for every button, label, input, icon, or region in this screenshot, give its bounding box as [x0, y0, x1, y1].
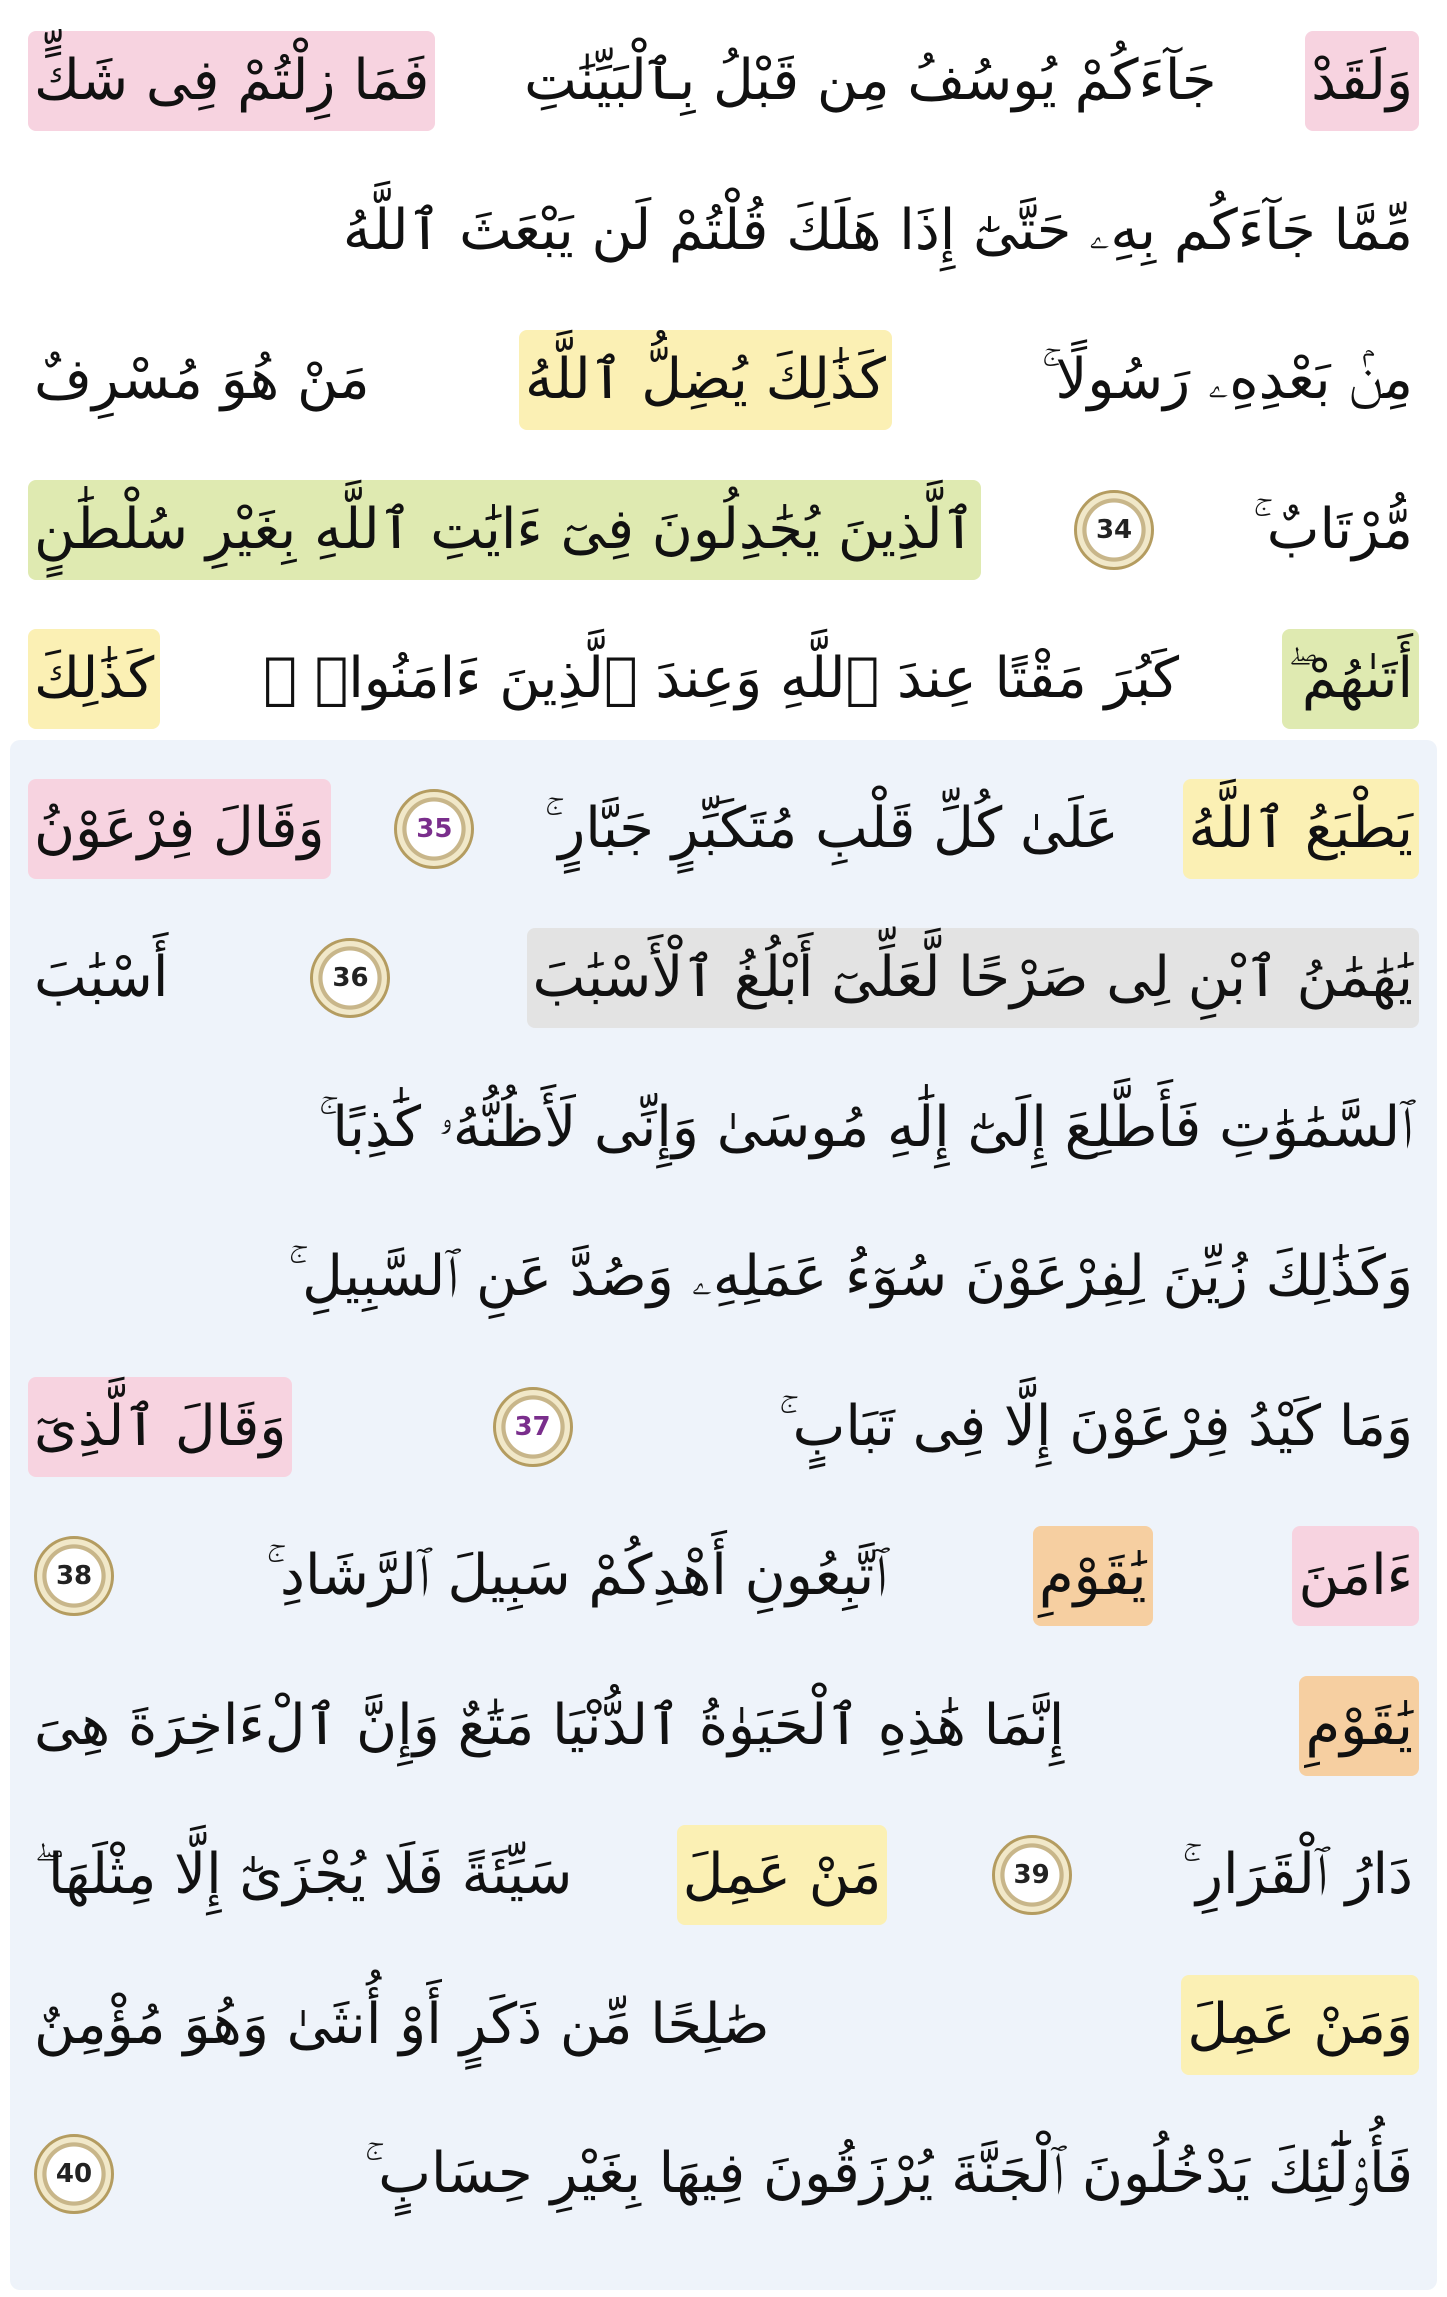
highlighted-phrase: وَمَنْ عَمِلَ — [1181, 1975, 1419, 2075]
text-line — [28, 1667, 1419, 1785]
verse-text: مِنۢ بَعْدِهِۦ رَسُولًا ۚ — [1041, 347, 1413, 412]
text-line — [28, 1517, 1419, 1635]
verse-text: صَٰلِحًا مِّن ذَكَرٍ أَوْ أُنثَىٰ وَهُوَ مُؤْمِنٌ — [34, 1991, 770, 2057]
highlighted-phrase: وَقَالَ ٱلَّذِىٓ — [28, 1377, 292, 1477]
text-line — [28, 22, 1419, 140]
verse-number-marker: 37 — [493, 1387, 573, 1467]
text-line — [28, 1966, 1419, 2084]
highlighted-phrase: أَتَىٰهُمْ ۖ — [1282, 629, 1419, 729]
text-line — [28, 770, 1419, 888]
highlighted-phrase: فَمَا زِلْتُمْ فِى شَكٍّ — [28, 31, 435, 131]
verse-number-marker: 35 — [394, 789, 474, 869]
text-line — [28, 321, 1419, 439]
highlighted-phrase: وَلَقَدْ — [1305, 31, 1419, 131]
text-line — [28, 172, 1419, 290]
text-line — [28, 2115, 1419, 2233]
verse-number-marker: 34 — [1074, 490, 1154, 570]
verse-text: ٱتَّبِعُونِ أَهْدِكُمْ سَبِيلَ ٱلرَّشَادِ ۚ — [266, 1543, 888, 1608]
verse-text: وَمَا كَيْدُ فِرْعَوْنَ إِلَّا فِى تَبَابٍ ۚ — [778, 1393, 1413, 1459]
text-line — [28, 471, 1419, 589]
verse-text: فَأُو۟لَٰٓئِكَ يَدْخُلُونَ ٱلْجَنَّةَ يُرْزَقُونَ فِيهَا بِغَيْرِ حِسَابٍ ۚ — [364, 2141, 1413, 2206]
highlighted-phrase: ٱلَّذِينَ يُجَٰدِلُونَ فِىٓ ءَايَٰتِ ٱللَّهِ بِغَيْرِ سُلْطَٰنٍ — [28, 480, 981, 580]
text-line — [28, 1368, 1419, 1486]
verse-number-marker: 39 — [992, 1835, 1072, 1915]
verse-text: مَنْ هُوَ مُسْرِفٌ — [34, 347, 370, 412]
highlighted-phrase: ءَامَنَ — [1292, 1526, 1419, 1626]
verse-text: دَارُ ٱلْقَرَارِ ۚ — [1181, 1842, 1413, 1907]
verse-number-marker: 40 — [34, 2134, 114, 2214]
verse-text: جَآءَكُمْ يُوسُفُ مِن قَبْلُ بِٱلْبَيِّنَٰتِ — [524, 48, 1217, 113]
verse-text: وَكَذَٰلِكَ زُيِّنَ لِفِرْعَوْنَ سُوٓءُ عَمَلِهِۦ وَصُدَّ عَنِ ٱلسَّبِيلِ ۚ — [288, 1244, 1413, 1309]
highlighted-phrase: يَٰقَوْمِ — [1033, 1526, 1153, 1626]
highlighted-phrase: يَٰقَوْمِ — [1299, 1676, 1419, 1776]
highlighted-phrase: يَٰهَٰمَٰنُ ٱبْنِ لِى صَرْحًا لَّعَلِّىٓ أَبْلُغُ ٱلْأَسْبَٰبَ — [527, 928, 1419, 1028]
verse-number-marker: 36 — [310, 938, 390, 1018]
text-line — [28, 1816, 1419, 1934]
verse-text: سَيِّئَةً فَلَا يُجْزَىٰٓ إِلَّا مِثْلَهَا ۖ — [34, 1842, 573, 1907]
verse-text: أَسْبَٰبَ — [34, 945, 169, 1010]
text-line — [28, 1218, 1419, 1336]
verse-number-marker: 38 — [34, 1536, 114, 1616]
text-line — [28, 919, 1419, 1037]
verse-text: عَلَىٰ كُلِّ قَلْبِ مُتَكَبِّرٍ جَبَّارٍ ۚ — [544, 795, 1119, 861]
highlighted-phrase: مَنْ عَمِلَ — [677, 1825, 888, 1925]
text-line — [28, 1069, 1419, 1187]
highlighted-phrase: كَذَٰلِكَ يُضِلُّ ٱللَّهُ — [519, 330, 892, 430]
verse-text: كَبُرَ مَقْتًا عِندَ ٱللَّهِ وَعِندَ ٱلَّذِينَ ءَامَنُوا۟ ۚ — [263, 646, 1179, 711]
verse-text: ٱلسَّمَٰوَٰتِ فَأَطَّلِعَ إِلَىٰٓ إِلَٰهِ مُوسَىٰ وَإِنِّى لَأَظُنُّهُۥ كَٰذِبًا ۚ — [318, 1094, 1413, 1160]
verse-text: مُّرْتَابٌ ۚ — [1252, 496, 1413, 562]
text-line — [28, 620, 1419, 738]
verse-text: إِنَّمَا هَٰذِهِ ٱلْحَيَوٰةُ ٱلدُّنْيَا مَتَٰعٌ وَإِنَّ ٱلْءَاخِرَةَ هِىَ — [34, 1692, 1065, 1758]
highlighted-phrase: وَقَالَ فِرْعَوْنُ — [28, 779, 331, 879]
highlighted-phrase: كَذَٰلِكَ — [28, 629, 160, 729]
highlighted-phrase: يَطْبَعُ ٱللَّهُ — [1183, 779, 1419, 879]
verse-text: مِّمَّا جَآءَكُم بِهِۦ حَتَّىٰٓ إِذَا هَلَكَ قُلْتُمْ لَن يَبْعَثَ ٱللَّهُ — [342, 197, 1413, 263]
